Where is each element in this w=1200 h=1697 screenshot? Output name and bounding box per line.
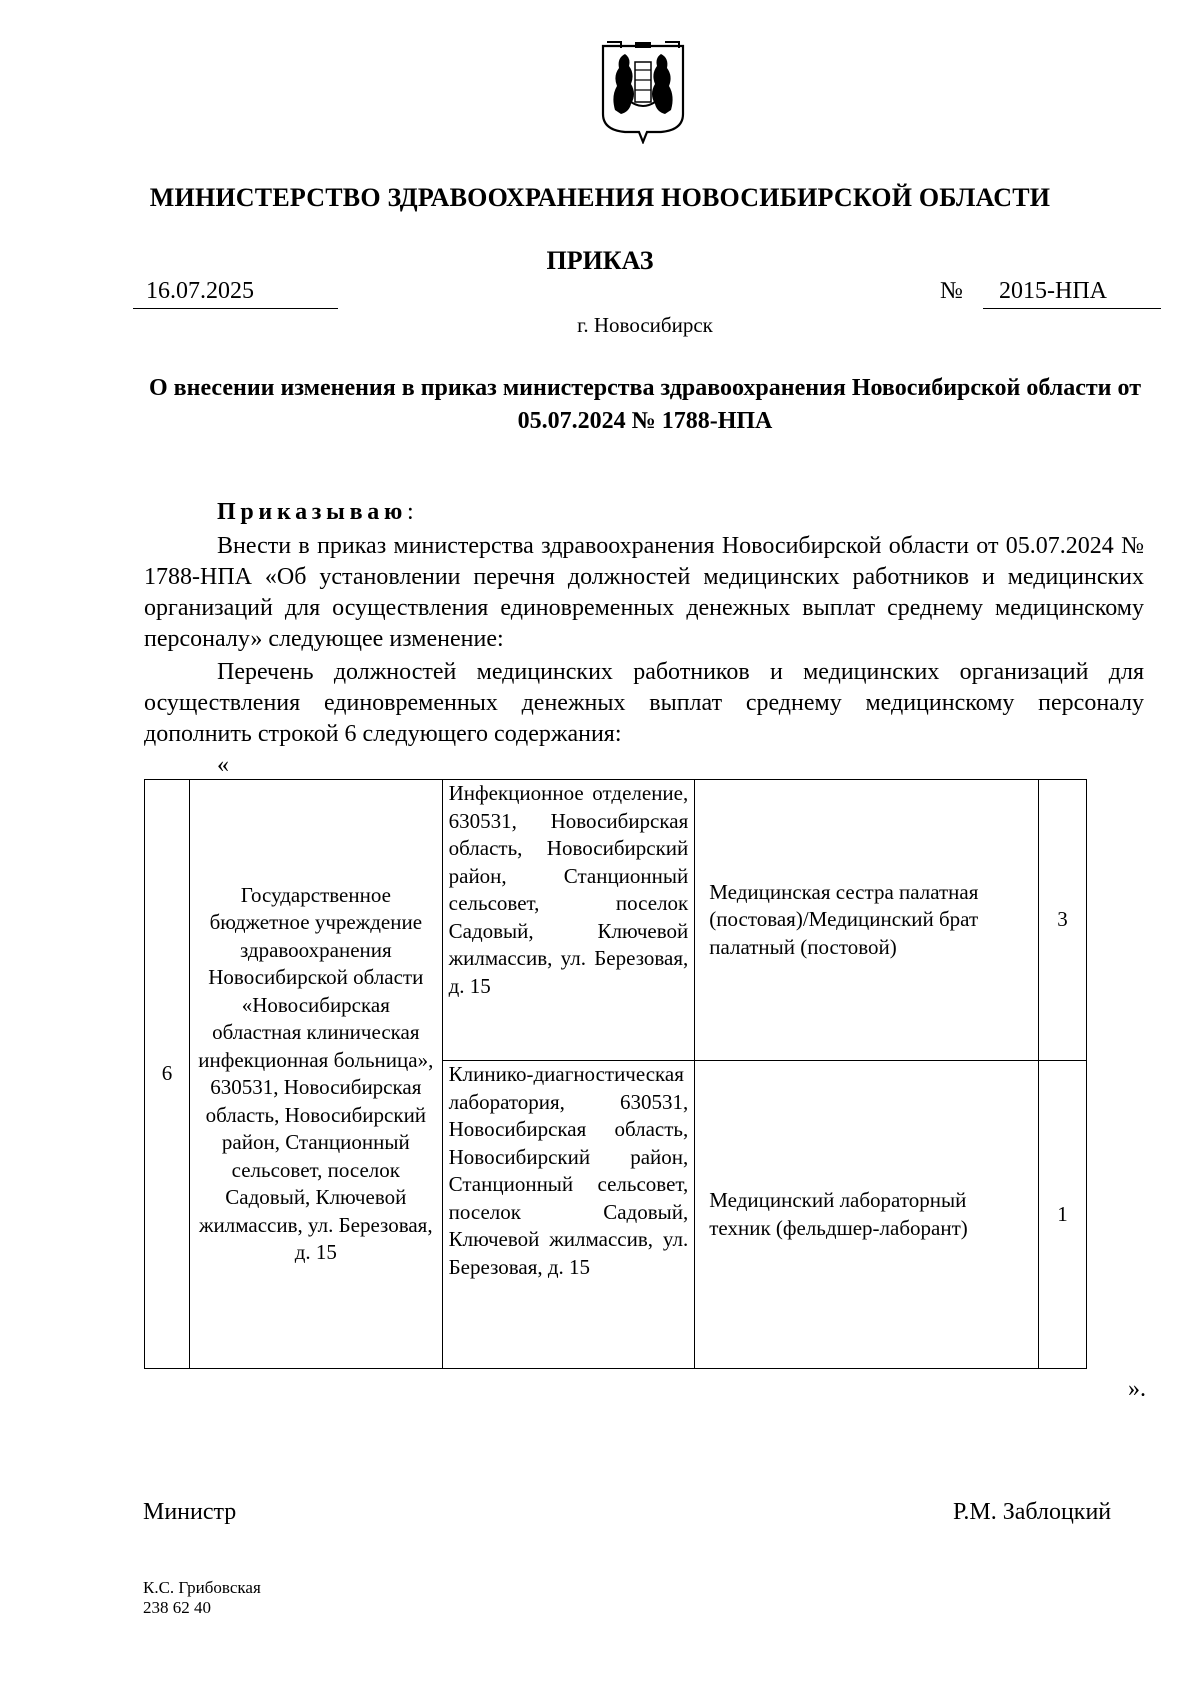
close-quote: ». — [1128, 1376, 1146, 1402]
paragraph-2-text: Перечень должностей медицинских работников и медицинских организаций для осуществления единовременных денежных выплат среднему медицинскому персоналу дополнить строкой 6 следующего содержания: — [144, 659, 1144, 747]
signature-name: Р.М. Заблоцкий — [953, 1499, 1112, 1525]
coat-of-arms-icon — [601, 40, 685, 144]
signature-title: Министр — [143, 1499, 237, 1525]
department-cell: Клинико-диагностическая лаборатория, 630531, Новосибирская область, Новосибирский район, Станционный сельсовет, поселок Садовый, Ключевой жилмассив, ул. Березовая, д. 15 — [442, 1061, 695, 1369]
positions-table — [144, 779, 1087, 1369]
table-row — [145, 780, 1087, 1061]
position-cell: Медицинская сестра палатная (постовая)/Медицинский брат палатный (постовой) — [695, 780, 1039, 1061]
number-sign: № — [940, 278, 963, 304]
position-cell: Медицинский лабораторный техник (фельдшер-лаборант) — [695, 1061, 1039, 1369]
row-number-cell: 6 — [145, 780, 190, 1369]
paragraph-1 — [144, 531, 1144, 655]
document-number: 2015-НПА — [983, 278, 1161, 309]
ministry-title: МИНИСТЕРСТВО ЗДРАВООХРАНЕНИЯ НОВОСИБИРСКОЙ ОБЛАСТИ — [149, 183, 1051, 212]
order-colon: : — [407, 499, 414, 525]
paragraph-1-text: Внести в приказ министерства здравоохранения Новосибирской области от 05.07.2024 № 1788-НПА «Об установлении перечня должностей медицинских работников и медицинских организаций для осуществления единовременных денежных выплат среднему медицинскому персоналу» следующее изменение: — [144, 533, 1144, 652]
open-quote: « — [217, 752, 229, 778]
paragraph-2 — [144, 657, 1144, 750]
executor-name: К.С. Грибовская — [143, 1578, 261, 1597]
order-word — [217, 499, 414, 526]
organization-cell: Государственное бюджетное учреждение здравоохранения Новосибирской области «Новосибирская областная клиническая инфекционная больница», 630531, Новосибирская область, Новосибирский район, Станционный сельсовет, поселок Садовый, Ключевой жилмассив, ул. Березовая, д. 15 — [190, 780, 443, 1369]
executor-phone: 238 62 40 — [143, 1598, 211, 1617]
document-subject: О внесении изменения в приказ министерства здравоохранения Новосибирской области от 05.07.2024 № 1788-НПА — [149, 375, 1141, 434]
order-word-text: Приказываю — [217, 499, 407, 525]
document-type: ПРИКАЗ — [546, 246, 654, 275]
quantity-cell: 1 — [1038, 1061, 1086, 1369]
quantity-cell: 3 — [1038, 780, 1086, 1061]
city: г. Новосибирск — [577, 313, 713, 337]
department-cell: Инфекционное отделение, 630531, Новосибирская область, Новосибирский район, Станционный сельсовет, поселок Садовый, Ключевой жилмассив, ул. Березовая, д. 15 — [442, 780, 695, 1061]
document-date: 16.07.2025 — [133, 278, 338, 309]
